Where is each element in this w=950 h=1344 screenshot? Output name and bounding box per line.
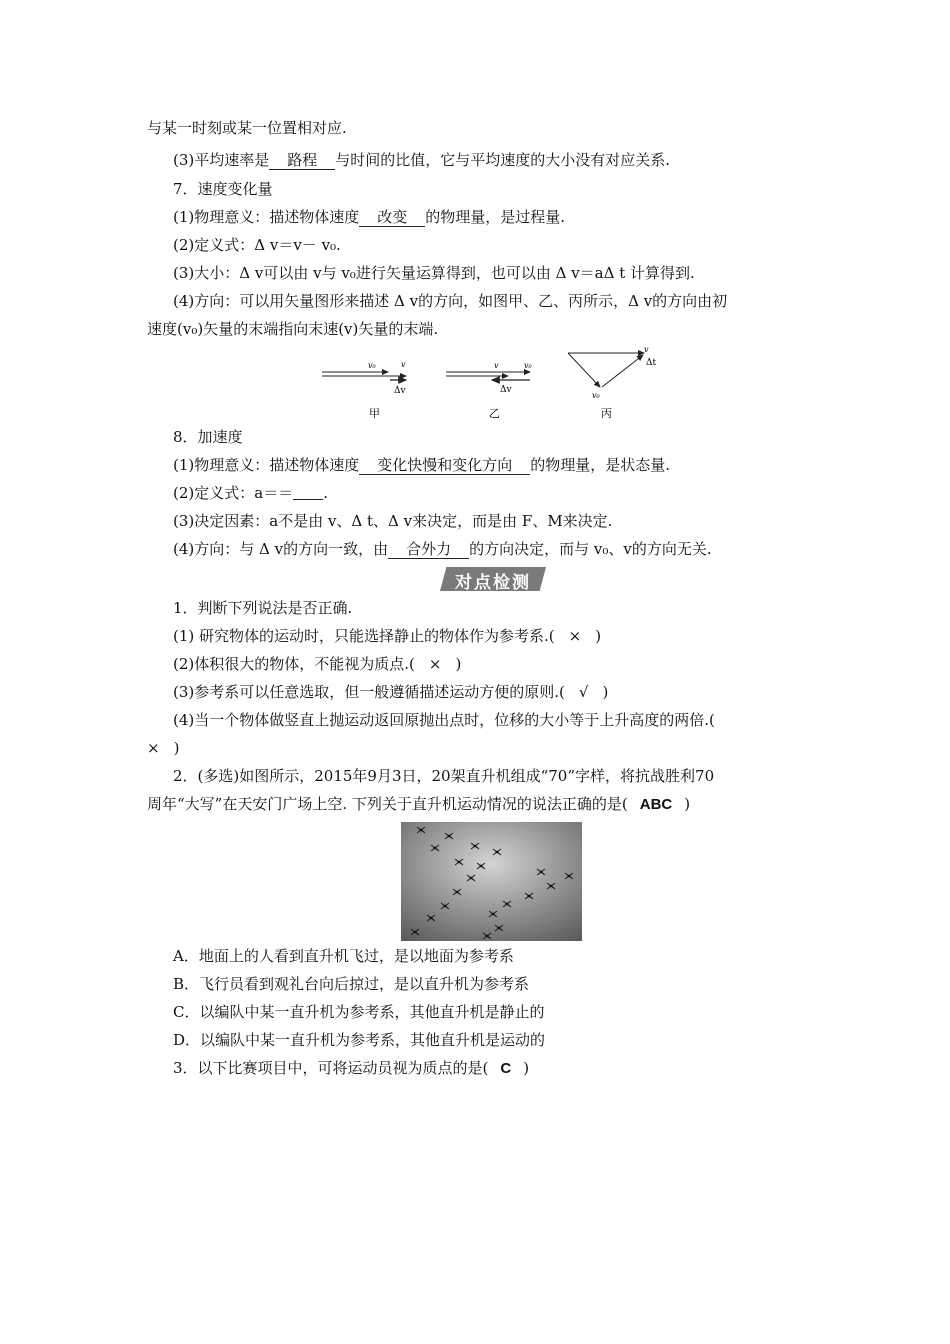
dv-arrow xyxy=(602,355,643,387)
text-line: (4)方向：可以用矢量图形来描述 Δ v的方向，如图甲、乙、丙所示，Δ v的方向由初 xyxy=(173,292,728,310)
text-line: (3)大小：Δ v可以由 v与 v₀进行矢量运算得到，也可以由 Δ v＝aΔ t 计算得到. xyxy=(173,264,695,282)
v-label: v xyxy=(644,347,649,354)
text-line: (4)方向：与 Δ v的方向一致，由 合外力 的方向决定，而与 v₀、v的方向无关. xyxy=(173,540,712,558)
question-1-item: (1) 研究物体的运动时，只能选择静止的物体作为参考系.( × ) xyxy=(173,627,602,645)
answer-blank: 变化快慢和变化方向 xyxy=(359,456,530,475)
text-line: (3)决定因素：a不是由 v、Δ t、Δ v来决定，而是由 F、M来决定. xyxy=(173,512,613,530)
answer-blank: 合外力 xyxy=(388,540,469,559)
label-jia: 甲 xyxy=(369,407,380,420)
answer-blank: 改变 xyxy=(359,208,425,227)
section-heading: 7．速度变化量 xyxy=(173,180,273,198)
question-3-text: 3．以下比赛项目中，可将运动员视为质点的是( C ) xyxy=(173,1059,530,1077)
label-bing: 丙 xyxy=(601,407,612,420)
judgement-answer: √ xyxy=(578,683,589,701)
text-line: (2)定义式：Δ v＝v－ v₀. xyxy=(173,236,341,254)
option-a: A．地面上的人看到直升机飞过，是以地面为参考系 xyxy=(173,947,514,965)
question-1-item: (4)当一个物体做竖直上抛运动返回原抛出点时，位移的大小等于上升高度的两倍.( xyxy=(173,711,715,729)
judgement-answer: × xyxy=(428,655,442,673)
text-line: (1)物理意义：描述物体速度 变化快慢和变化方向 的物理量，是状态量. xyxy=(173,456,671,474)
text-line: (3)平均速率是 路程 与时间的比值，它与平均速度的大小没有对应关系. xyxy=(173,151,671,169)
choice-answer: ABC xyxy=(639,796,673,813)
v-label: v xyxy=(401,360,406,369)
v-label: v xyxy=(494,361,499,370)
text-line: 速度(v₀)矢量的末端指向末速(v)矢量的末端. xyxy=(147,320,439,338)
diagram-yi xyxy=(446,361,533,420)
question-1-item: (3)参考系可以任意选取，但一般遵循描述运动方便的原则.( √ ) xyxy=(173,683,609,701)
judgement-answer: × xyxy=(568,627,582,645)
diagram-bing xyxy=(568,347,656,420)
question-2-text: 周年“大写”在天安门广场上空. 下列关于直升机运动情况的说法正确的是( ABC ) xyxy=(147,795,691,813)
fill-blank xyxy=(293,485,323,500)
question-1-item-cont: × ) xyxy=(147,739,180,757)
option-d: D．以编队中某一直升机为参考系，其他直升机是运动的 xyxy=(173,1031,546,1049)
question-1-title: 1．判断下列说法是否正确. xyxy=(173,599,353,617)
text-line: 与某一时刻或某一位置相对应. xyxy=(147,119,347,137)
text-line: (1)物理意义：描述物体速度 改变 的物理量，是过程量. xyxy=(173,208,566,226)
v0-label: v₀ xyxy=(368,361,376,370)
choice-answer: C xyxy=(500,1060,512,1077)
helicopter-formation-photo xyxy=(401,822,582,941)
section-heading: 8．加速度 xyxy=(173,428,243,446)
v0-arrow xyxy=(568,353,600,387)
section-title: 对点检测 xyxy=(455,573,531,593)
dt-label: Δt xyxy=(646,358,657,368)
dv-label: Δv xyxy=(500,385,512,395)
option-b: B．飞行员看到观礼台向后掠过，是以直升机为参考系 xyxy=(173,975,530,993)
text-line: (2)定义式：a＝＝ . xyxy=(173,484,328,502)
question-2-text: 2．(多选)如图所示，2015年9月3日，20架直升机组成“70”字样，将抗战胜利70 xyxy=(173,767,715,785)
question-1-item: (2)体积很大的物体，不能视为质点.( × ) xyxy=(173,655,462,673)
dv-label: Δv xyxy=(394,386,406,396)
velocity-vector-diagram xyxy=(318,347,668,422)
section-banner xyxy=(440,567,546,591)
option-c: C．以编队中某一直升机为参考系，其他直升机是静止的 xyxy=(173,1003,545,1021)
label-yi: 乙 xyxy=(489,407,500,420)
diagram-jia xyxy=(322,360,406,420)
v0-label: v₀ xyxy=(524,361,532,370)
answer-blank: 路程 xyxy=(269,151,335,170)
judgement-answer: × xyxy=(147,739,160,757)
v0-label: v₀ xyxy=(592,391,600,400)
